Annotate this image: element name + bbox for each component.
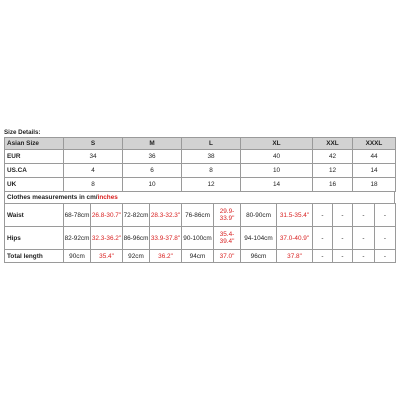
table-cell: 37.8" xyxy=(277,250,313,263)
table-cell: - xyxy=(333,204,353,227)
table-cell: 82-92cm xyxy=(64,227,91,250)
header-cell: XXXL xyxy=(353,138,396,150)
table-cell: - xyxy=(313,227,333,250)
row-label: US.CA xyxy=(5,164,64,178)
table-cell: 86-96cm xyxy=(123,227,150,250)
table-cell: 44 xyxy=(353,150,396,164)
table-cell: 36.2" xyxy=(150,250,182,263)
table-cell: 94cm xyxy=(182,250,214,263)
table-cell: 4 xyxy=(64,164,123,178)
table-cell: 29.9-33.9" xyxy=(214,204,241,227)
row-label: Hips xyxy=(5,227,64,250)
table-cell: - xyxy=(375,227,396,250)
table-cell: 12 xyxy=(182,178,241,192)
table-row xyxy=(5,227,396,250)
table-cell: 80-90cm xyxy=(241,204,277,227)
table-cell: 68-78cm xyxy=(64,204,91,227)
header-cell: XL xyxy=(241,138,313,150)
table-cell: 96cm xyxy=(241,250,277,263)
table-row xyxy=(5,250,396,263)
table-cell: - xyxy=(375,250,396,263)
table-cell: 36 xyxy=(123,150,182,164)
table-cell: 35.4" xyxy=(91,250,123,263)
table-cell: 42 xyxy=(313,150,353,164)
table-cell: 76-86cm xyxy=(182,204,214,227)
table-cell: 8 xyxy=(64,178,123,192)
header-cell: Asian Size xyxy=(5,138,64,150)
table-cell: 72-82cm xyxy=(123,204,150,227)
table-cell: 16 xyxy=(313,178,353,192)
measurements-table xyxy=(4,203,396,263)
measurements-title-inches: inches xyxy=(97,194,118,201)
table-cell: 14 xyxy=(353,164,396,178)
table-cell: - xyxy=(333,250,353,263)
table-row xyxy=(5,164,396,178)
table-cell: 38 xyxy=(182,150,241,164)
table-cell: 6 xyxy=(123,164,182,178)
table-cell: 18 xyxy=(353,178,396,192)
header-cell: XXL xyxy=(313,138,353,150)
table-cell: 12 xyxy=(313,164,353,178)
table-row xyxy=(5,178,396,192)
table-cell: 26.8-30.7" xyxy=(91,204,123,227)
measurements-title-text: Clothes measurements in cm/ xyxy=(7,194,98,201)
table-cell: 40 xyxy=(241,150,313,164)
size-details-section xyxy=(4,128,395,263)
header-cell: M xyxy=(123,138,182,150)
table-cell: 28.3-32.3" xyxy=(150,204,182,227)
size-conversion-table xyxy=(4,137,396,192)
table-row xyxy=(5,204,396,227)
row-label: EUR xyxy=(5,150,64,164)
table-cell: 94-104cm xyxy=(241,227,277,250)
table-cell: 34 xyxy=(64,150,123,164)
table-cell: 14 xyxy=(241,178,313,192)
table-cell: 90-100cm xyxy=(182,227,214,250)
row-label: UK xyxy=(5,178,64,192)
table-cell: 33.9-37.8" xyxy=(150,227,182,250)
row-label: Total length xyxy=(5,250,64,263)
table-cell: 37.0-40.9" xyxy=(277,227,313,250)
table-cell: - xyxy=(375,204,396,227)
table-cell: 90cm xyxy=(64,250,91,263)
row-label: Waist xyxy=(5,204,64,227)
measurements-title xyxy=(4,192,395,203)
table-cell: - xyxy=(313,250,333,263)
header-cell: L xyxy=(182,138,241,150)
table-cell: 92cm xyxy=(123,250,150,263)
table-cell: 35.4-39.4" xyxy=(214,227,241,250)
section-title: Size Details: xyxy=(4,129,41,136)
table-cell: - xyxy=(333,227,353,250)
table-cell: 32.3-36.2" xyxy=(91,227,123,250)
table-cell: - xyxy=(313,204,333,227)
table-cell: 10 xyxy=(241,164,313,178)
table-cell: - xyxy=(353,227,375,250)
size-header-row xyxy=(5,138,396,150)
table-row xyxy=(5,150,396,164)
table-cell: - xyxy=(353,204,375,227)
table-cell: 31.5-35.4" xyxy=(277,204,313,227)
table-cell: 8 xyxy=(182,164,241,178)
table-cell: - xyxy=(353,250,375,263)
header-cell: S xyxy=(64,138,123,150)
table-cell: 10 xyxy=(123,178,182,192)
table-cell: 37.0" xyxy=(214,250,241,263)
